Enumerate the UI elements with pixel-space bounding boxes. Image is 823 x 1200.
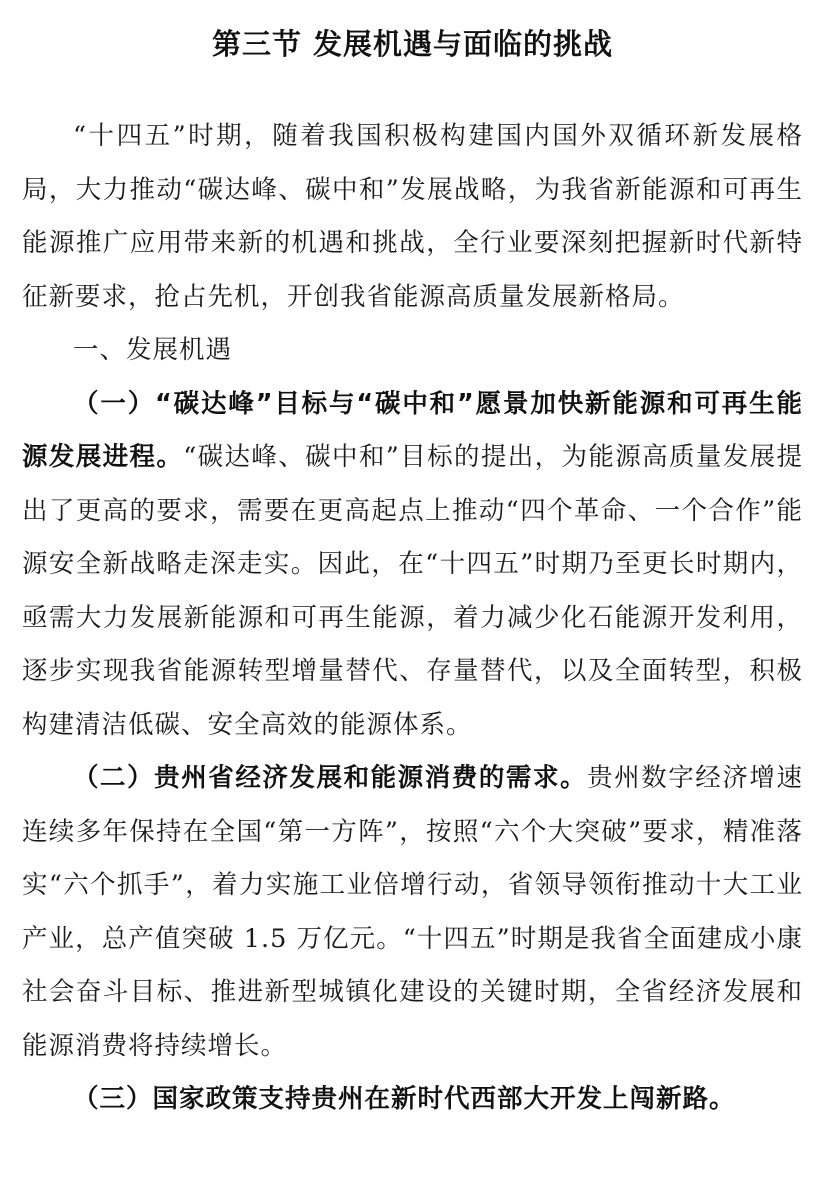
opportunity-item-1-body: “碳达峰、碳中和”目标的提出，为能源高质量发展提出了更高的要求，需要在更高起点上推动“四个革命、一个合作”能源安全新战略走深走实。因此，在“十四五”时期乃至更长时期内，亟需大力发展新能源和可再生能源，着力减少化石能源开发利用，逐步实现我省能源转型增量替代、存量替代，以及全面转型，积极构建清洁低碳、安全高效的能源体系。	[22, 442, 803, 740]
opportunity-item-1-lead: （一）“碳达峰”目标与“碳中和”愿景加快新能源和可再生能源发展进程。	[22, 388, 803, 472]
page-title: 第三节 发展机遇与面临的挑战	[211, 27, 614, 61]
section-heading-opportunities: 一、发展机遇	[73, 335, 233, 365]
opportunity-item-2-body: 贵州数字经济增速连续多年保持在全国“第一方阵”，按照“六个大突破”要求，精准落实“六个抓手”，着力实施工业倍增行动，省领导领衔推动十大工业产业，总产值突破 1.5 万亿元。“十四五”时期是我省全面建成小康社会奋斗目标、推进新型城镇化建设的关键时期，全省经济发展和能源消费将持续增长。	[22, 763, 803, 1061]
opportunity-item-2	[22, 752, 803, 1073]
opportunity-item-3	[22, 1073, 803, 1127]
opportunity-item-1	[22, 378, 803, 753]
opportunity-item-2-lead: （二）贵州省经济发展和能源消费的需求。	[73, 763, 588, 793]
opportunity-item-3-lead: （三）国家政策支持贵州在新时代西部大开发上闯新路。	[73, 1084, 736, 1114]
intro-paragraph: “十四五”时期，随着我国积极构建国内国外双循环新发展格局，大力推动“碳达峰、碳中和”发展战略，为我省新能源和可再生能源推广应用带来新的机遇和挑战，全行业要深刻把握新时代新特征新要求，抢占先机，开创我省能源高质量发展新格局。	[22, 121, 803, 312]
